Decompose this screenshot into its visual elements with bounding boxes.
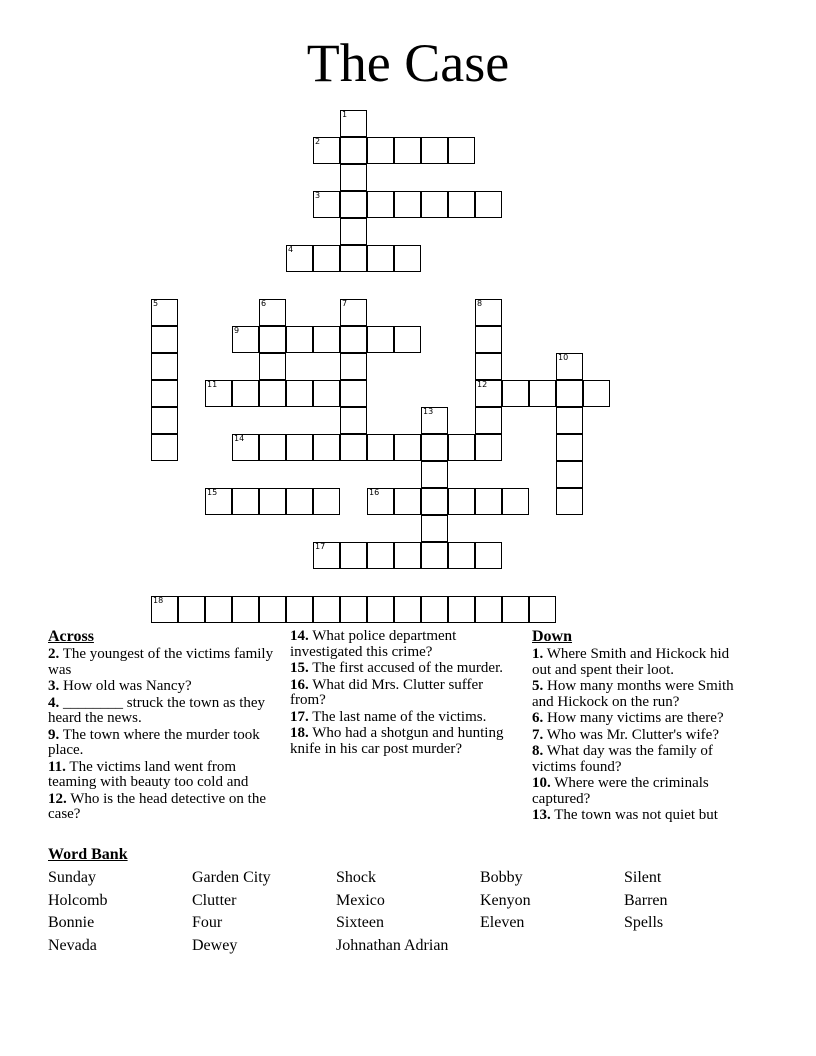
clue-text: How many victims are there? [543, 710, 724, 726]
grid-cell[interactable] [232, 488, 259, 515]
across-clue [290, 678, 520, 709]
clue-number: 12. [48, 790, 67, 807]
grid-cell[interactable] [367, 488, 394, 515]
grid-cell[interactable] [394, 326, 421, 353]
across-clue [48, 696, 278, 727]
grid-cell[interactable] [448, 191, 475, 218]
clue-text: The town was not quiet but [550, 807, 718, 823]
grid-cell[interactable] [421, 596, 448, 623]
word-bank-item: Johnathan Adrian [336, 937, 449, 955]
grid-cell[interactable] [313, 380, 340, 407]
word-bank-item: Clutter [192, 891, 237, 909]
grid-cell[interactable] [475, 353, 502, 380]
grid-cell[interactable] [475, 542, 502, 569]
grid-cell[interactable] [556, 488, 583, 515]
word-bank-item: Spells [624, 914, 664, 932]
across-clue-list-continued [290, 629, 520, 757]
grid-cell[interactable] [313, 434, 340, 461]
grid-cell[interactable] [367, 434, 394, 461]
word-bank-item: Barren [624, 891, 668, 909]
word-bank-item: Kenyon [480, 891, 531, 909]
grid-cell[interactable] [475, 326, 502, 353]
down-clue [532, 776, 752, 807]
grid-cell[interactable] [394, 596, 421, 623]
cell-number: 13 [423, 407, 434, 416]
grid-cell[interactable] [286, 245, 313, 272]
grid-cell[interactable] [313, 542, 340, 569]
clue-number: 2. [48, 646, 60, 662]
word-bank-title: Word Bank [48, 846, 128, 863]
down-clue [532, 711, 752, 727]
grid-cell[interactable] [313, 137, 340, 164]
grid-cell[interactable] [259, 380, 286, 407]
grid-cell[interactable] [475, 299, 502, 326]
grid-cell[interactable] [448, 434, 475, 461]
clue-text: The first accused of the murder. [308, 660, 503, 676]
grid-cell[interactable] [583, 380, 610, 407]
grid-cell[interactable] [205, 596, 232, 623]
grid-cell[interactable] [259, 596, 286, 623]
grid-cell[interactable] [151, 326, 178, 353]
grid-cell[interactable] [151, 596, 178, 623]
grid-cell[interactable] [232, 326, 259, 353]
grid-cell[interactable] [151, 434, 178, 461]
grid-cell[interactable] [259, 488, 286, 515]
grid-cell[interactable] [340, 164, 367, 191]
grid-cell[interactable] [313, 596, 340, 623]
grid-cell[interactable] [367, 245, 394, 272]
grid-cell[interactable] [394, 137, 421, 164]
word-bank-grid [48, 867, 778, 958]
clue-text: How many months were Smith and Hickock on the run? [532, 678, 734, 710]
down-clue [532, 744, 752, 775]
grid-cell[interactable] [367, 326, 394, 353]
grid-cell[interactable] [475, 407, 502, 434]
across-clue [48, 760, 278, 791]
across-clue [48, 647, 278, 678]
cell-number: 4 [288, 245, 294, 254]
across-clues-column [48, 627, 278, 824]
puzzle-title: The Case [306, 33, 510, 93]
grid-cell[interactable] [421, 434, 448, 461]
grid-cell[interactable] [205, 380, 232, 407]
clue-number: 11. [48, 758, 66, 775]
grid-cell[interactable] [151, 380, 178, 407]
grid-cell[interactable] [286, 434, 313, 461]
grid-cell[interactable] [448, 137, 475, 164]
clue-number: 1. [532, 646, 544, 662]
cell-number: 15 [207, 488, 218, 497]
grid-cell[interactable] [340, 353, 367, 380]
grid-cell[interactable] [475, 434, 502, 461]
down-clues-column [532, 627, 752, 825]
grid-cell[interactable] [556, 461, 583, 488]
down-clue [532, 647, 752, 678]
word-bank-item: Dewey [192, 937, 238, 955]
grid-cell[interactable] [340, 137, 367, 164]
grid-cell[interactable] [367, 596, 394, 623]
grid-cell[interactable] [367, 191, 394, 218]
grid-cell[interactable] [313, 245, 340, 272]
clue-number: 18. [290, 725, 309, 741]
word-bank-item: Sunday [48, 869, 96, 886]
grid-cell[interactable] [286, 596, 313, 623]
grid-cell[interactable] [259, 326, 286, 353]
clue-number: 3. [48, 678, 60, 694]
grid-cell[interactable] [502, 380, 529, 407]
grid-cell[interactable] [448, 542, 475, 569]
grid-cell[interactable] [340, 110, 367, 137]
word-bank-item: Sixteen [336, 914, 384, 932]
grid-cell[interactable] [529, 596, 556, 623]
word-bank-item: Silent [624, 869, 662, 886]
clue-number: 9. [48, 726, 60, 743]
clue-text: The town where the murder took place. [48, 726, 260, 758]
across-clues-continued-column [290, 629, 520, 758]
across-clue [290, 726, 520, 757]
grid-cell[interactable] [340, 299, 367, 326]
clue-text: Where were the criminals captured? [532, 775, 709, 807]
down-clue [532, 728, 752, 744]
down-clue-list [532, 647, 752, 824]
cell-number: 17 [315, 542, 326, 551]
cell-number: 14 [234, 434, 245, 443]
word-bank-item: Nevada [48, 937, 97, 955]
grid-cell[interactable] [313, 191, 340, 218]
grid-cell[interactable] [421, 191, 448, 218]
cell-number: 6 [261, 299, 267, 308]
cell-number: 11 [207, 380, 218, 389]
across-clue [48, 679, 278, 695]
clue-number: 4. [48, 694, 60, 711]
clue-text: What did Mrs. Clutter suffer from? [290, 676, 484, 708]
grid-cell[interactable] [259, 434, 286, 461]
down-heading: Down [532, 628, 573, 645]
word-bank [48, 845, 778, 958]
grid-cell[interactable] [151, 407, 178, 434]
cell-number: 9 [234, 326, 240, 335]
clue-number: 17. [290, 708, 309, 725]
grid-cell[interactable] [286, 380, 313, 407]
clue-number: 13. [532, 807, 551, 823]
grid-cell[interactable] [394, 191, 421, 218]
word-bank-item: Shock [336, 869, 376, 886]
across-clue [290, 710, 520, 726]
grid-cell[interactable] [340, 380, 367, 407]
across-clue-list [48, 647, 278, 823]
grid-cell[interactable] [556, 434, 583, 461]
clue-number: 8. [532, 743, 544, 759]
grid-cell[interactable] [340, 434, 367, 461]
across-clue [290, 629, 520, 660]
grid-cell[interactable] [340, 218, 367, 245]
clue-number: 7. [532, 726, 544, 743]
clue-text: What police department investigated this crime? [290, 628, 457, 660]
grid-cell[interactable] [367, 542, 394, 569]
grid-cell[interactable] [340, 407, 367, 434]
grid-cell[interactable] [502, 488, 529, 515]
grid-cell[interactable] [421, 488, 448, 515]
grid-cell[interactable] [421, 461, 448, 488]
grid-cell[interactable] [556, 353, 583, 380]
grid-cell[interactable] [232, 380, 259, 407]
grid-cell[interactable] [259, 353, 286, 380]
grid-cell[interactable] [232, 434, 259, 461]
across-heading: Across [48, 628, 94, 645]
cell-number: 12 [477, 380, 488, 389]
grid-cell[interactable] [205, 488, 232, 515]
grid-cell[interactable] [475, 380, 502, 407]
grid-cell[interactable] [340, 191, 367, 218]
clue-text: The victims land went from teaming with beauty too cold and [48, 758, 249, 790]
grid-cell[interactable] [394, 488, 421, 515]
clue-text: Who was Mr. Clutter's wife? [543, 726, 719, 743]
grid-cell[interactable] [313, 326, 340, 353]
word-bank-item: Eleven [480, 914, 525, 932]
grid-cell[interactable] [259, 299, 286, 326]
clue-number: 15. [290, 660, 309, 676]
grid-cell[interactable] [340, 245, 367, 272]
grid-cell[interactable] [151, 299, 178, 326]
clue-text: Where Smith and Hickock hid out and spent their loot. [532, 646, 730, 678]
word-bank-item: Holcomb [48, 891, 108, 909]
clue-number: 10. [532, 775, 551, 791]
across-clue [48, 728, 278, 759]
down-clue [532, 679, 752, 710]
grid-cell[interactable] [286, 488, 313, 515]
across-clue [290, 661, 520, 677]
cell-number: 3 [315, 191, 321, 200]
grid-cell[interactable] [556, 407, 583, 434]
grid-cell[interactable] [502, 596, 529, 623]
grid-cell[interactable] [421, 137, 448, 164]
grid-cell[interactable] [151, 353, 178, 380]
clue-text: Who is the head detective on the case? [48, 790, 266, 822]
clue-text: How old was Nancy? [59, 678, 192, 694]
clue-text: ________ struck the town as they heard the news. [48, 694, 266, 726]
cell-number: 16 [369, 488, 380, 497]
word-bank-item: Mexico [336, 891, 385, 909]
grid-cell[interactable] [394, 542, 421, 569]
cell-number: 7 [342, 299, 348, 308]
clue-text: Who had a shotgun and hunting knife in his car post murder? [290, 725, 504, 757]
clue-number: 14. [290, 628, 309, 644]
grid-cell[interactable] [340, 542, 367, 569]
word-bank-item: Garden City [192, 869, 271, 886]
cell-number: 1 [342, 110, 348, 119]
clue-number: 5. [532, 678, 544, 694]
grid-cell[interactable] [475, 191, 502, 218]
grid-cell[interactable] [340, 326, 367, 353]
cell-number: 10 [558, 353, 569, 362]
grid-cell[interactable] [475, 596, 502, 623]
clue-text: What day was the family of victims found? [532, 743, 713, 775]
grid-cell[interactable] [394, 434, 421, 461]
grid-cell[interactable] [421, 542, 448, 569]
grid-cell[interactable] [232, 596, 259, 623]
grid-cell[interactable] [340, 596, 367, 623]
clue-number: 6. [532, 710, 544, 726]
grid-cell[interactable] [475, 488, 502, 515]
word-bank-item: Bobby [480, 869, 523, 886]
down-clue [532, 808, 752, 824]
grid-cell[interactable] [421, 407, 448, 434]
cell-number: 18 [153, 596, 164, 605]
grid-cell[interactable] [448, 488, 475, 515]
clue-number: 16. [290, 676, 309, 693]
grid-cell[interactable] [394, 245, 421, 272]
clue-text: The last name of the victims. [308, 708, 487, 725]
grid-cell[interactable] [448, 596, 475, 623]
word-bank-item: Bonnie [48, 914, 95, 932]
grid-cell[interactable] [421, 515, 448, 542]
cell-number: 2 [315, 137, 321, 146]
grid-cell[interactable] [286, 326, 313, 353]
grid-cell[interactable] [313, 488, 340, 515]
grid-cell[interactable] [178, 596, 205, 623]
grid-cell[interactable] [556, 380, 583, 407]
across-clue [48, 792, 278, 823]
word-bank-item: Four [192, 914, 223, 932]
cell-number: 8 [477, 299, 483, 308]
grid-cell[interactable] [367, 137, 394, 164]
grid-cell[interactable] [529, 380, 556, 407]
cell-number: 5 [153, 299, 159, 308]
clue-text: The youngest of the victims family was [48, 646, 274, 678]
